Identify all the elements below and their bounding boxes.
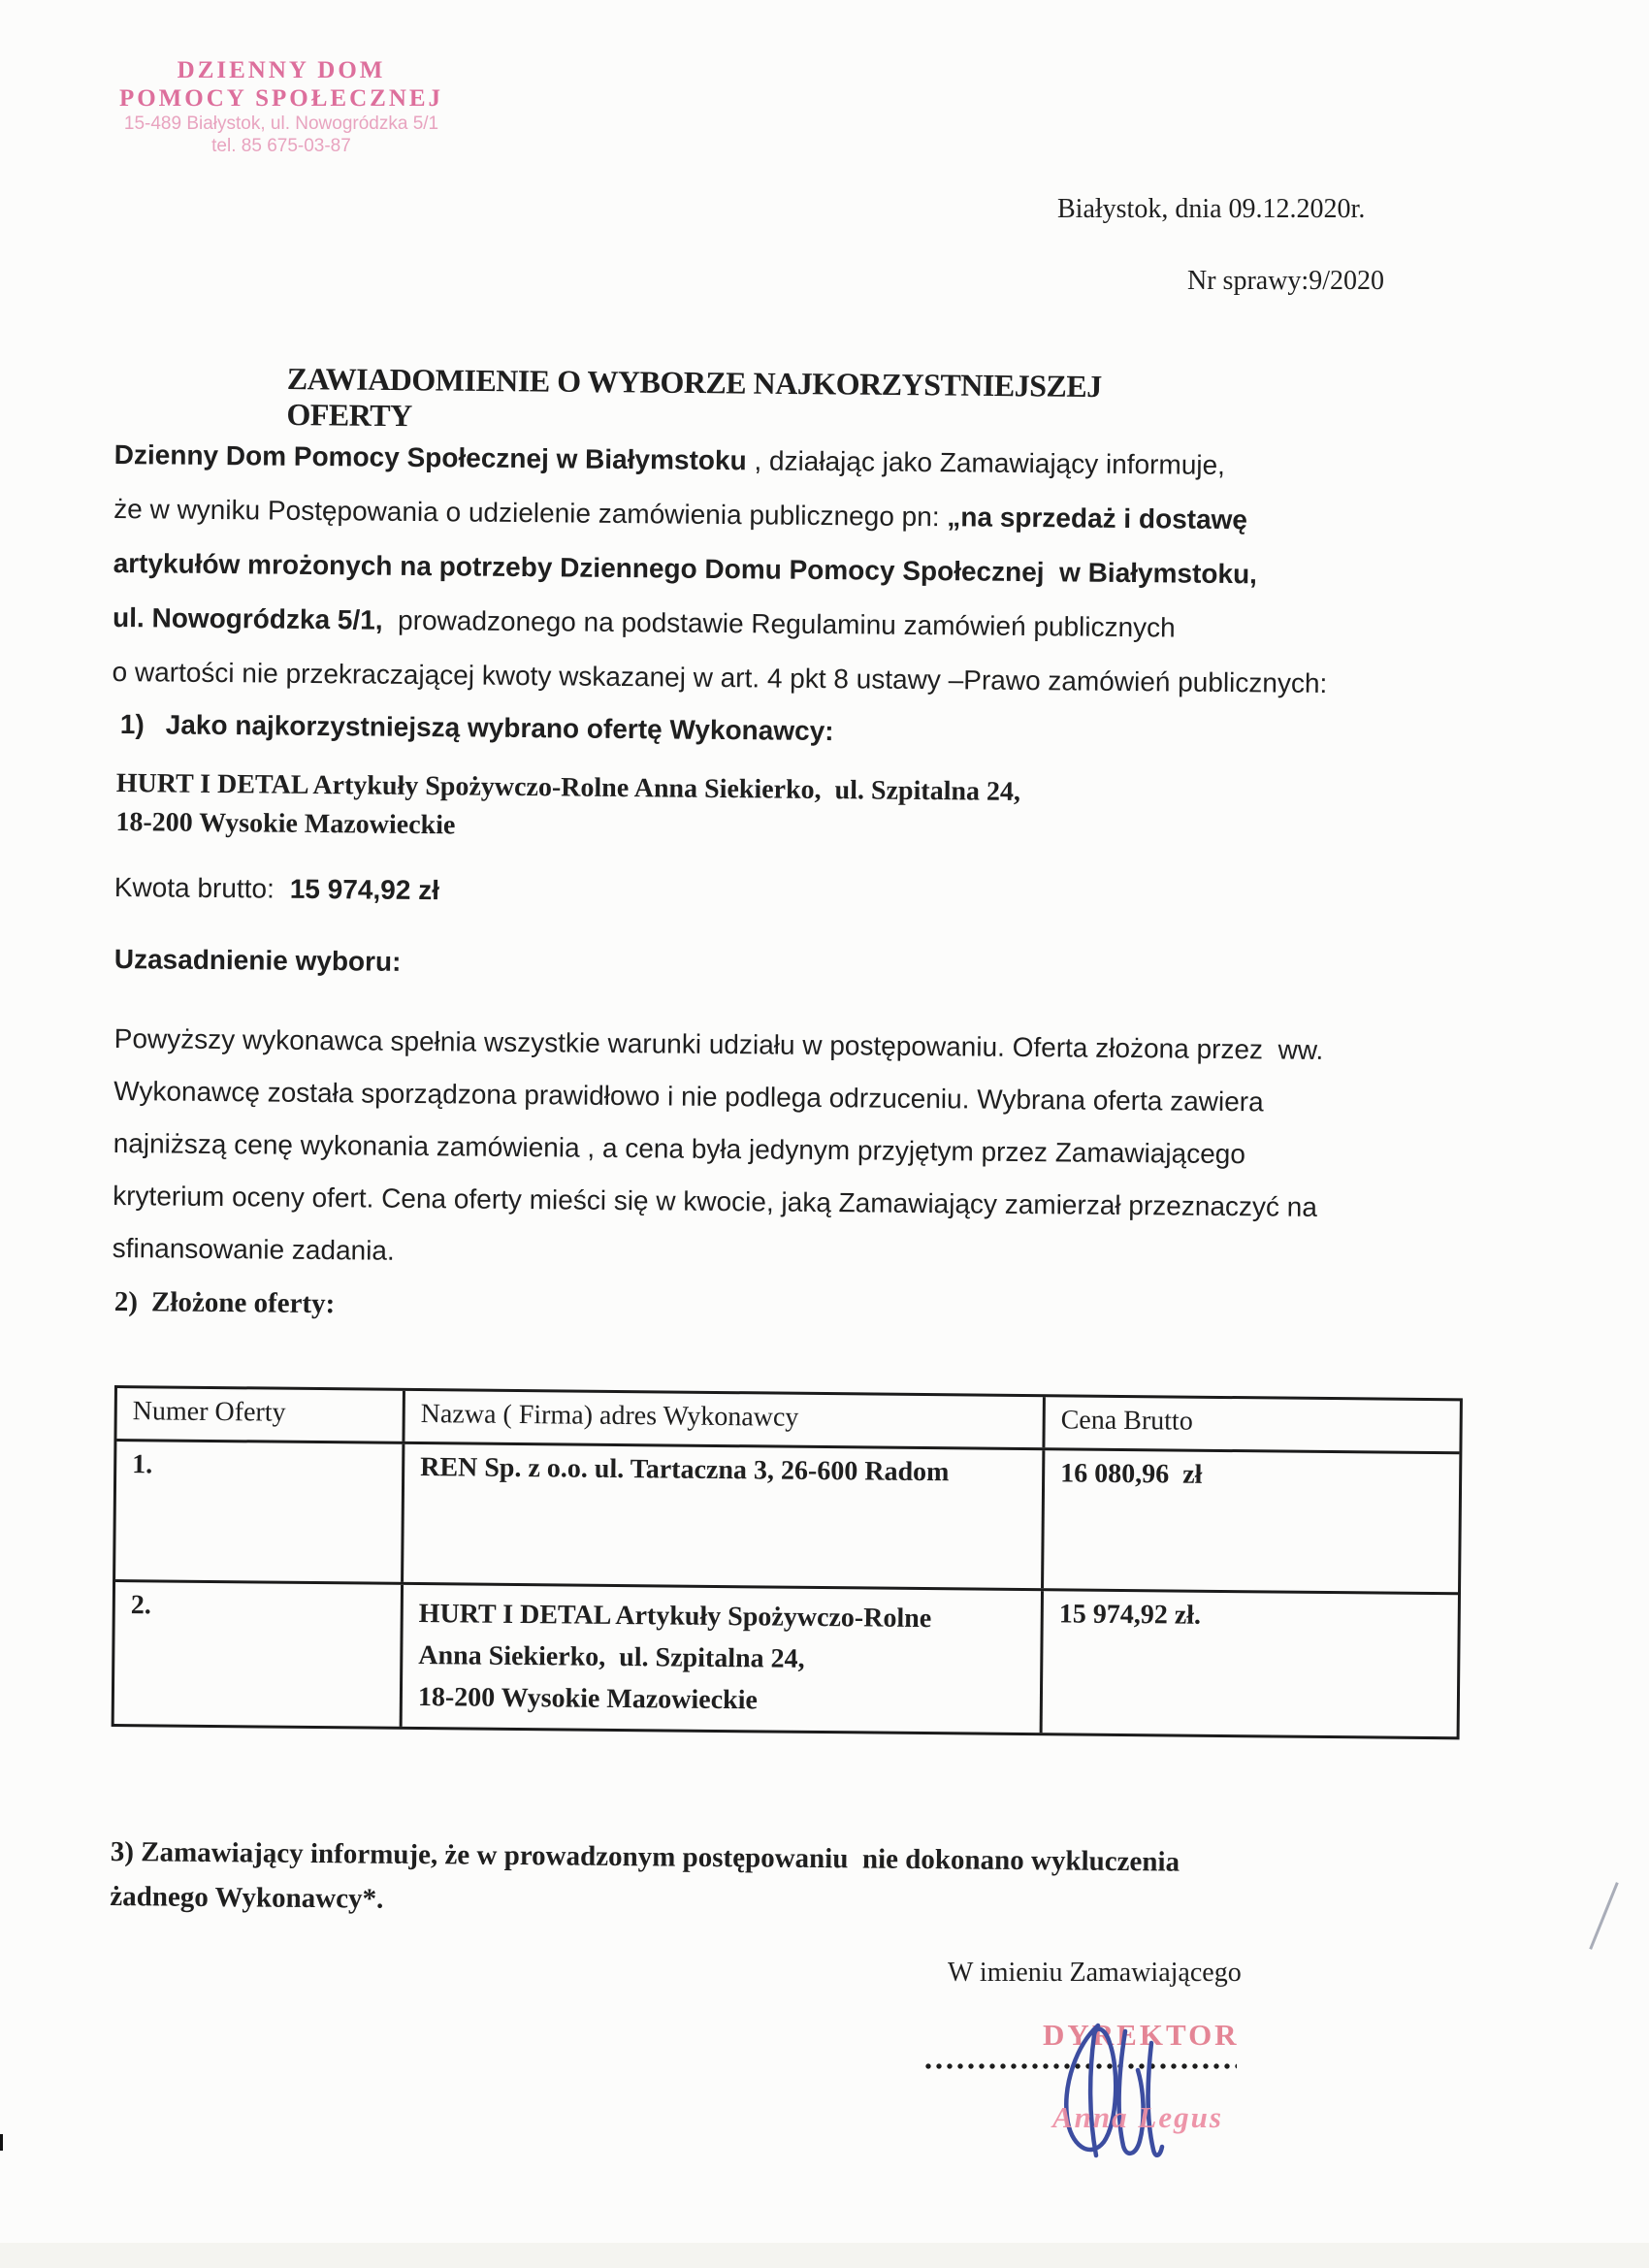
cell-contractor: REN Sp. z o.o. ul. Tartaczna 3, 26-600 Radom <box>404 1444 1045 1588</box>
intro-line-1: Dzienny Dom Pomocy Społecznej w Białymstoku , działając jako Zamawiający informuje, <box>113 438 1226 480</box>
cell-offer-number: 1. <box>115 1442 404 1582</box>
offers-table <box>112 1385 1463 1739</box>
intro-paragraph <box>112 428 1424 712</box>
justification-line-3: najniższą cenę wykonania zamówienia , a cena była jedynym przyjętym przez Zamawiającego <box>113 1127 1246 1170</box>
stamp-org-line2: POMOCY SPOŁECZNEJ <box>118 85 444 112</box>
intro-line-4: ul. Nowogródzka 5/1, prowadzonego na podstawie Regulaminu zamówień publicznych <box>112 601 1176 643</box>
point2-heading-text: Złożone oferty: <box>150 1286 336 1320</box>
justification-paragraph <box>112 1013 1424 1287</box>
cell-offer-number: 2. <box>114 1582 404 1727</box>
point1-heading <box>120 709 834 747</box>
director-role-stamp: DYREKTOR <box>1043 2018 1240 2052</box>
case-number: Nr sprawy:9/2020 <box>1187 266 1384 296</box>
header-cell-contractor: Nazwa ( Firma) adres Wykonawcy <box>404 1391 1045 1447</box>
winner-line-2: 18-200 Wysokie Mazowieckie <box>115 806 456 841</box>
scan-artifact-diagonal-mark <box>1589 1882 1619 1950</box>
stamp-address: 15-489 Białystok, ul. Nowogródzka 5/1 <box>123 113 439 134</box>
cell-contractor: HURT I DETAL Artykuły Spożywczo-Rolne Anna Siekierko, ul. Szpitalna 24, 18-200 Wysokie Mazowieckie <box>403 1585 1044 1733</box>
gross-amount-line <box>114 872 439 906</box>
intro-line-2: że w wyniku Postępowania o udzielenie zamówienia publicznego pn: „na sprzedaż i dostawę <box>113 493 1248 535</box>
scan-artifact-bottom-band <box>0 2243 1649 2268</box>
header-cell-offer-number: Numer Oferty <box>116 1388 404 1442</box>
table-row <box>114 1582 1458 1736</box>
winner-details <box>115 764 1280 854</box>
point3-paragraph <box>110 1830 1333 1930</box>
table-row <box>115 1442 1459 1595</box>
organization-stamp <box>78 56 485 157</box>
cell-gross-price: 16 080,96 zł <box>1060 1458 1203 1490</box>
stamp-org-line1: DZIENNY DOM <box>177 57 386 83</box>
director-name-stamp: Anna Legus <box>1052 2100 1223 2134</box>
gross-amount-label: Kwota brutto: <box>113 872 275 904</box>
winner-line-1: HURT I DETAL Artykuły Spożywczo-Rolne Anna Siekierko, ul. Szpitalna 24, <box>115 767 1021 807</box>
cell-gross-price: 15 974,92 zł. <box>1058 1599 1202 1631</box>
header-cell-gross-price: Cena Brutto <box>1060 1405 1193 1437</box>
justification-line-2: Wykonawcę została sporządzona prawidłowo i nie podlega odrzuceniu. Wybrana oferta zawiera <box>113 1075 1264 1118</box>
justification-line-1: Powyższy wykonawca spełnia wszystkie warunki udziału w postępowaniu. Oferta złożona przez ww. <box>113 1022 1324 1065</box>
document-title: ZAWIADOMIENIE O WYBORZE NAJKORZYSTNIEJSZEJ OFERTY <box>286 361 1102 434</box>
handwritten-signature <box>1055 2012 1170 2175</box>
place-and-date: Białystok, dnia 09.12.2020r. <box>1057 194 1366 224</box>
on-behalf-label: W imieniu Zamawiającego <box>948 1958 1242 1988</box>
gross-amount-value: 15 974,92 zł <box>289 873 440 906</box>
point2-number: 2) <box>113 1286 139 1318</box>
intro-line-5: o wartości nie przekraczającej kwoty wskazanej w art. 4 pkt 8 ustawy –Prawo zamówień publicznych: <box>112 656 1328 699</box>
point1-heading-text: Jako najkorzystniejszą wybrano ofertę Wykonawcy: <box>165 709 834 747</box>
justification-line-5: sfinansowanie zadania. <box>112 1232 395 1266</box>
intro-line-3: artykułów mrożonych na potrzeby Dziennego Domu Pomocy Społecznej w Białymstoku, <box>113 547 1258 590</box>
justification-line-4: kryterium oceny ofert. Cena oferty mieści się w kwocie, jaką Zamawiający zamierzał przeznaczyć na <box>113 1180 1318 1222</box>
justification-heading: Uzasadnienie wyboru: <box>113 944 402 977</box>
signature-ink <box>1066 2025 1162 2155</box>
point3-line-2: żadnego Wykonawcy*. <box>110 1880 384 1915</box>
point2-heading <box>114 1286 336 1320</box>
stamp-phone: tel. 85 675-03-87 <box>211 136 351 156</box>
scan-artifact-edge-mark <box>0 2134 3 2151</box>
point1-number: 1) <box>119 709 145 740</box>
point3-line-1: 3) Zamawiający informuje, że w prowadzonym postępowaniu nie dokonano wykluczenia <box>110 1835 1180 1878</box>
